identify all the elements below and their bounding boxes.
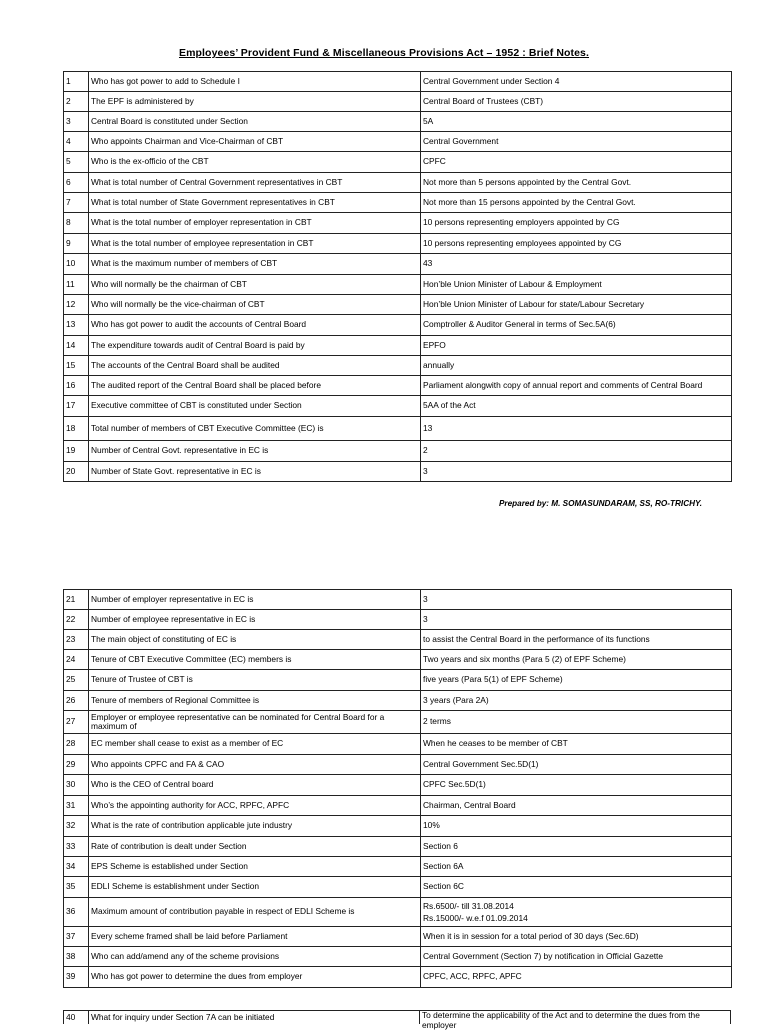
row-question: Maximum amount of contribution payable in respect of EDLI Scheme is — [89, 898, 421, 927]
row-number: 32 — [64, 816, 89, 837]
row-answer: CPFC — [421, 152, 732, 173]
row-number: 4 — [64, 132, 89, 152]
table-row — [64, 315, 732, 336]
table-row — [64, 947, 732, 967]
table-row — [64, 275, 732, 295]
brief-notes-table-2 — [63, 589, 732, 988]
row-answer: 3 — [421, 610, 732, 630]
row-question: Tenure of CBT Executive Committee (EC) members is — [89, 650, 421, 670]
row-number: 18 — [64, 417, 89, 441]
row-question: EC member shall cease to exist as a member of EC — [89, 734, 421, 755]
table-row — [64, 112, 732, 132]
row-answer: annually — [421, 356, 732, 376]
row-question: Who will normally be the chairman of CBT — [89, 275, 421, 295]
table-row — [64, 356, 732, 376]
table-row — [64, 837, 732, 857]
table-row — [64, 755, 732, 775]
row-answer: 3 years (Para 2A) — [421, 691, 732, 711]
table-row — [64, 396, 732, 417]
row-question: What for inquiry under Section 7A can be initiated — [89, 1011, 420, 1024]
row-number: 40 — [64, 1011, 89, 1024]
row-question: The audited report of the Central Board shall be placed before — [89, 376, 421, 396]
table-row — [64, 816, 732, 837]
row-question: Who will normally be the vice-chairman of CBT — [89, 295, 421, 315]
brief-notes-table-1 — [63, 71, 732, 482]
row-question: Rate of contribution is dealt under Section — [89, 837, 421, 857]
row-number: 24 — [64, 650, 89, 670]
row-answer: Two years and six months (Para 5 (2) of EPF Scheme) — [421, 650, 732, 670]
row-number: 39 — [64, 967, 89, 988]
row-answer: CPFC Sec.5D(1) — [421, 775, 732, 796]
table-row — [64, 775, 732, 796]
row-answer: Comptroller & Auditor General in terms of Sec.5A(6) — [421, 315, 732, 336]
row-number: 23 — [64, 630, 89, 650]
row-number: 13 — [64, 315, 89, 336]
row-answer: 5AA of the Act — [421, 396, 732, 417]
row-question: What is total number of State Government representatives in CBT — [89, 193, 421, 213]
row-answer: 10 persons representing employees appointed by CG — [421, 234, 732, 254]
table-row — [64, 213, 732, 234]
row-answer — [421, 898, 732, 927]
row-question: The expenditure towards audit of Central Board is paid by — [89, 336, 421, 356]
row-answer: 3 — [421, 462, 732, 482]
row-answer: Chairman, Central Board — [421, 796, 732, 816]
row-answer: 13 — [421, 417, 732, 441]
prepared-by-note: Prepared by: M. SOMASUNDARAM, SS, RO-TRICHY. — [498, 499, 702, 508]
row-answer: 10% — [421, 816, 732, 837]
row-question: The EPF is administered by — [89, 92, 421, 112]
table-row — [64, 711, 732, 734]
table-row — [64, 691, 732, 711]
row-question: Who’s the appointing authority for ACC, RPFC, APFC — [89, 796, 421, 816]
table-row — [64, 590, 732, 610]
table-row — [64, 295, 732, 315]
table-row — [64, 254, 732, 275]
row-question: Who appoints CPFC and FA & CAO — [89, 755, 421, 775]
table-row — [64, 441, 732, 462]
table-row — [64, 72, 732, 92]
table-row — [64, 132, 732, 152]
row-answer: to assist the Central Board in the performance of its functions — [421, 630, 732, 650]
row-number: 34 — [64, 857, 89, 877]
row-number: 17 — [64, 396, 89, 417]
row-answer: Central Government (Section 7) by notification in Official Gazette — [421, 947, 732, 967]
row-answer: Hon’ble Union Minister of Labour & Employment — [421, 275, 732, 295]
row-answer: Not more than 15 persons appointed by the Central Govt. — [421, 193, 732, 213]
table-row — [64, 193, 732, 213]
table-row — [64, 92, 732, 112]
row-number: 36 — [64, 898, 89, 927]
row-answer: Section 6 — [421, 837, 732, 857]
row-number: 7 — [64, 193, 89, 213]
row-number: 8 — [64, 213, 89, 234]
row-number: 35 — [64, 877, 89, 898]
row-number: 12 — [64, 295, 89, 315]
table-row — [64, 670, 732, 691]
row-answer: 2 — [421, 441, 732, 462]
row-question: Number of employee representative in EC is — [89, 610, 421, 630]
table-row — [64, 630, 732, 650]
row-question: Who appoints Chairman and Vice-Chairman of CBT — [89, 132, 421, 152]
row-answer: 3 — [421, 590, 732, 610]
row-question: Who has got power to audit the accounts of Central Board — [89, 315, 421, 336]
row-answer: Hon’ble Union Minister of Labour for state/Labour Secretary — [421, 295, 732, 315]
row-question: What is the total number of employer representation in CBT — [89, 213, 421, 234]
table-row — [64, 462, 732, 482]
row-number: 6 — [64, 173, 89, 193]
table-row — [64, 898, 732, 927]
row-question: Employer or employee representative can be nominated for Central Board for a maximum of — [89, 711, 421, 734]
row-number: 25 — [64, 670, 89, 691]
row-number: 33 — [64, 837, 89, 857]
row-question: What is the rate of contribution applicable jute industry — [89, 816, 421, 837]
table-row — [64, 376, 732, 396]
row-question: Central Board is constituted under Section — [89, 112, 421, 132]
table-row — [64, 877, 732, 898]
row-answer: five years (Para 5(1) of EPF Scheme) — [421, 670, 732, 691]
table-row — [64, 610, 732, 630]
document-title: Employees’ Provident Fund & Miscellaneous Provisions Act – 1952 : Brief Notes. — [178, 47, 590, 59]
row-answer: 2 terms — [421, 711, 732, 734]
row-number: 27 — [64, 711, 89, 734]
answer-line: Rs.6500/- till 31.08.2014 — [423, 901, 514, 911]
row-answer: When he ceases to be member of CBT — [421, 734, 732, 755]
row-answer: Central Government — [421, 132, 732, 152]
row-answer: 5A — [421, 112, 732, 132]
row-answer: When it is in session for a total period of 30 days (Sec.6D) — [421, 927, 732, 947]
row-number: 22 — [64, 610, 89, 630]
row-question: Executive committee of CBT is constituted under Section — [89, 396, 421, 417]
row-answer: Central Board of Trustees (CBT) — [421, 92, 732, 112]
row-question: Who is the CEO of Central board — [89, 775, 421, 796]
row-question: Number of employer representative in EC is — [89, 590, 421, 610]
row-number: 11 — [64, 275, 89, 295]
row-number: 29 — [64, 755, 89, 775]
table-row — [64, 234, 732, 254]
row-answer: Not more than 5 persons appointed by the Central Govt. — [421, 173, 732, 193]
row-number: 14 — [64, 336, 89, 356]
row-answer: 43 — [421, 254, 732, 275]
row-number: 30 — [64, 775, 89, 796]
row-question: Number of State Govt. representative in EC is — [89, 462, 421, 482]
row-answer: Parliament alongwith copy of annual report and comments of Central Board — [421, 376, 732, 396]
row-question: Who has got power to add to Schedule I — [89, 72, 421, 92]
row-question: What is the total number of employee representation in CBT — [89, 234, 421, 254]
table-row — [64, 967, 732, 988]
table-row — [64, 796, 732, 816]
row-number: 20 — [64, 462, 89, 482]
row-answer: To determine the applicability of the Act and to determine the dues from the employer — [421, 1010, 700, 1030]
row-answer: Central Government under Section 4 — [421, 72, 732, 92]
row-answer: Section 6A — [421, 857, 732, 877]
row-question: The accounts of the Central Board shall be audited — [89, 356, 421, 376]
row-question: EDLI Scheme is establishment under Section — [89, 877, 421, 898]
table-row — [64, 173, 732, 193]
row-number: 2 — [64, 92, 89, 112]
row-number: 5 — [64, 152, 89, 173]
table-row — [64, 336, 732, 356]
row-answer: 10 persons representing employers appointed by CG — [421, 213, 732, 234]
table-row — [64, 650, 732, 670]
row-question: The main object of constituting of EC is — [89, 630, 421, 650]
table-row — [64, 927, 732, 947]
row-number: 19 — [64, 441, 89, 462]
row-question: Who has got power to determine the dues from employer — [89, 967, 421, 988]
row-number: 31 — [64, 796, 89, 816]
row-question: Tenure of members of Regional Committee is — [89, 691, 421, 711]
row-question: What is total number of Central Government representatives in CBT — [89, 173, 421, 193]
table-row — [64, 152, 732, 173]
row-number: 10 — [64, 254, 89, 275]
row-number: 9 — [64, 234, 89, 254]
row-question: Every scheme framed shall be laid before Parliament — [89, 927, 421, 947]
table-row — [64, 417, 732, 441]
row-question: Tenure of Trustee of CBT is — [89, 670, 421, 691]
row-question: EPS Scheme is established under Section — [89, 857, 421, 877]
row-answer: EPFO — [421, 336, 732, 356]
row-number: 21 — [64, 590, 89, 610]
row-number: 16 — [64, 376, 89, 396]
row-number: 38 — [64, 947, 89, 967]
row-number: 37 — [64, 927, 89, 947]
table-row — [64, 857, 732, 877]
row-question: Total number of members of CBT Executive Committee (EC) is — [89, 417, 421, 441]
row-answer: Section 6C — [421, 877, 732, 898]
row-question: What is the maximum number of members of CBT — [89, 254, 421, 275]
row-number: 3 — [64, 112, 89, 132]
row-number: 28 — [64, 734, 89, 755]
row-number: 26 — [64, 691, 89, 711]
row-number: 1 — [64, 72, 89, 92]
row-question: Number of Central Govt. representative in EC is — [89, 441, 421, 462]
table-row — [64, 734, 732, 755]
row-number: 15 — [64, 356, 89, 376]
row-answer: Central Government Sec.5D(1) — [421, 755, 732, 775]
row-answer: CPFC, ACC, RPFC, APFC — [421, 967, 732, 988]
table-row-cutoff — [63, 1010, 731, 1030]
row-question: Who can add/amend any of the scheme provisions — [89, 947, 421, 967]
answer-line: Rs.15000/- w.e.f 01.09.2014 — [423, 913, 528, 923]
row-question: Who is the ex-officio of the CBT — [89, 152, 421, 173]
